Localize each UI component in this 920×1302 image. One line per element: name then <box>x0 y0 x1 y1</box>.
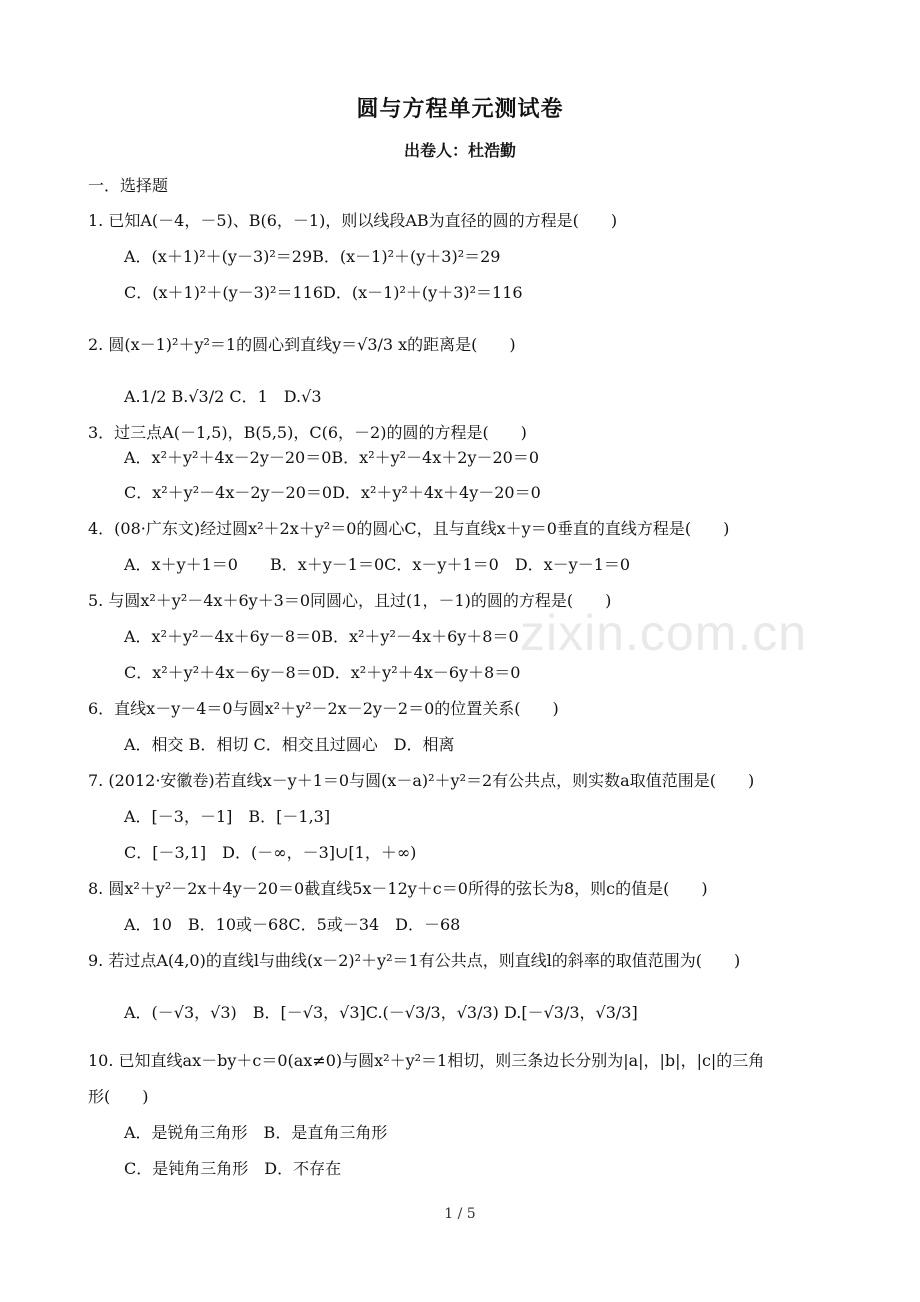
option-line: C．x²＋y²－4x－2y－20＝0D．x²＋y²＋4x＋4y－20＝0 <box>124 483 541 502</box>
option-line: A．10 B．10或－68C．5或－34 D．－68 <box>124 915 461 934</box>
option-line: A．是锐角三角形 B．是直角三角形 <box>124 1123 388 1142</box>
question-2: 2. 圆(x－1)²＋y²＝1的圆心到直线y＝√3/3 x的距离是( ) <box>88 335 516 354</box>
question-4: 4．(08·广东文)经过圆x²＋2x＋y²＝0的圆心C，且与直线x＋y＝0垂直的直线方程是( ) <box>88 519 730 538</box>
question-10: 10. 已知直线ax－by＋c＝0(ax≠0)与圆x²＋y²＝1相切，则三条边长分别为|a|，|b|，|c|的三角 <box>88 1051 765 1070</box>
author-line: 出卷人：杜浩勤 <box>403 141 516 160</box>
watermark: zixin.com.cn <box>520 605 808 661</box>
option-line: A．相交 B．相切 C．相交且过圆心 D．相离 <box>124 735 455 754</box>
option-line: A．[－3，－1] B．[－1,3] <box>124 807 331 826</box>
question-9: 9. 若过点A(4,0)的直线l与曲线(x－2)²＋y²＝1有公共点，则直线l的斜率的取值范围为( ) <box>88 951 741 970</box>
question-7: 7. (2012·安徽卷)若直线x－y＋1＝0与圆(x－a)²＋y²＝2有公共点，则实数a取值范围是( ) <box>88 771 755 790</box>
question-5: 5. 与圆x²＋y²－4x＋6y＋3＝0同圆心，且过(1，－1)的圆的方程是( ) <box>88 591 612 610</box>
question-3: 3．过三点A(－1,5)，B(5,5)，C(6，－2)的圆的方程是( ) <box>88 423 527 442</box>
section-heading: 一．选择题 <box>88 176 169 195</box>
option-line: A．(－√3，√3) B．[－√3，√3]C.(－√3/3，√3/3) D.[－√3/3，√3/3] <box>124 1003 638 1022</box>
option-line: A．(x＋1)²＋(y－3)²＝29B．(x－1)²＋(y＋3)²＝29 <box>124 247 501 266</box>
option-line: C．x²＋y²＋4x－6y－8＝0D．x²＋y²＋4x－6y＋8＝0 <box>124 663 521 682</box>
option-line: A.1/2 B.√3/2 C．1 D.√3 <box>124 387 322 406</box>
question-10-continued: 形( ) <box>88 1087 149 1106</box>
page-number: 1 / 5 <box>444 1206 476 1222</box>
page-title: 圆与方程单元测试卷 <box>356 96 564 122</box>
question-1: 1. 已知A(－4，－5)、B(6，－1)，则以线段AB为直径的圆的方程是( ) <box>88 211 618 230</box>
option-line: C．[－3,1] D．(－∞，－3]∪[1，＋∞) <box>124 843 417 862</box>
option-line: A．x²＋y²－4x＋6y－8＝0B．x²＋y²－4x＋6y＋8＝0 <box>124 627 519 646</box>
option-line: C．是钝角三角形 D．不存在 <box>124 1159 342 1178</box>
question-6: 6．直线x－y－4＝0与圆x²＋y²－2x－2y－2＝0的位置关系( ) <box>88 699 559 718</box>
option-line: A．x＋y＋1＝0 B．x＋y－1＝0C．x－y＋1＝0 D．x－y－1＝0 <box>124 555 631 574</box>
option-line: C．(x＋1)²＋(y－3)²＝116D．(x－1)²＋(y＋3)²＝116 <box>124 283 523 302</box>
question-8: 8. 圆x²＋y²－2x＋4y－20＝0截直线5x－12y＋c＝0所得的弦长为8，则c的值是( ) <box>88 879 708 898</box>
option-line: A．x²＋y²＋4x－2y－20＝0B．x²＋y²－4x＋2y－20＝0 <box>124 448 540 467</box>
